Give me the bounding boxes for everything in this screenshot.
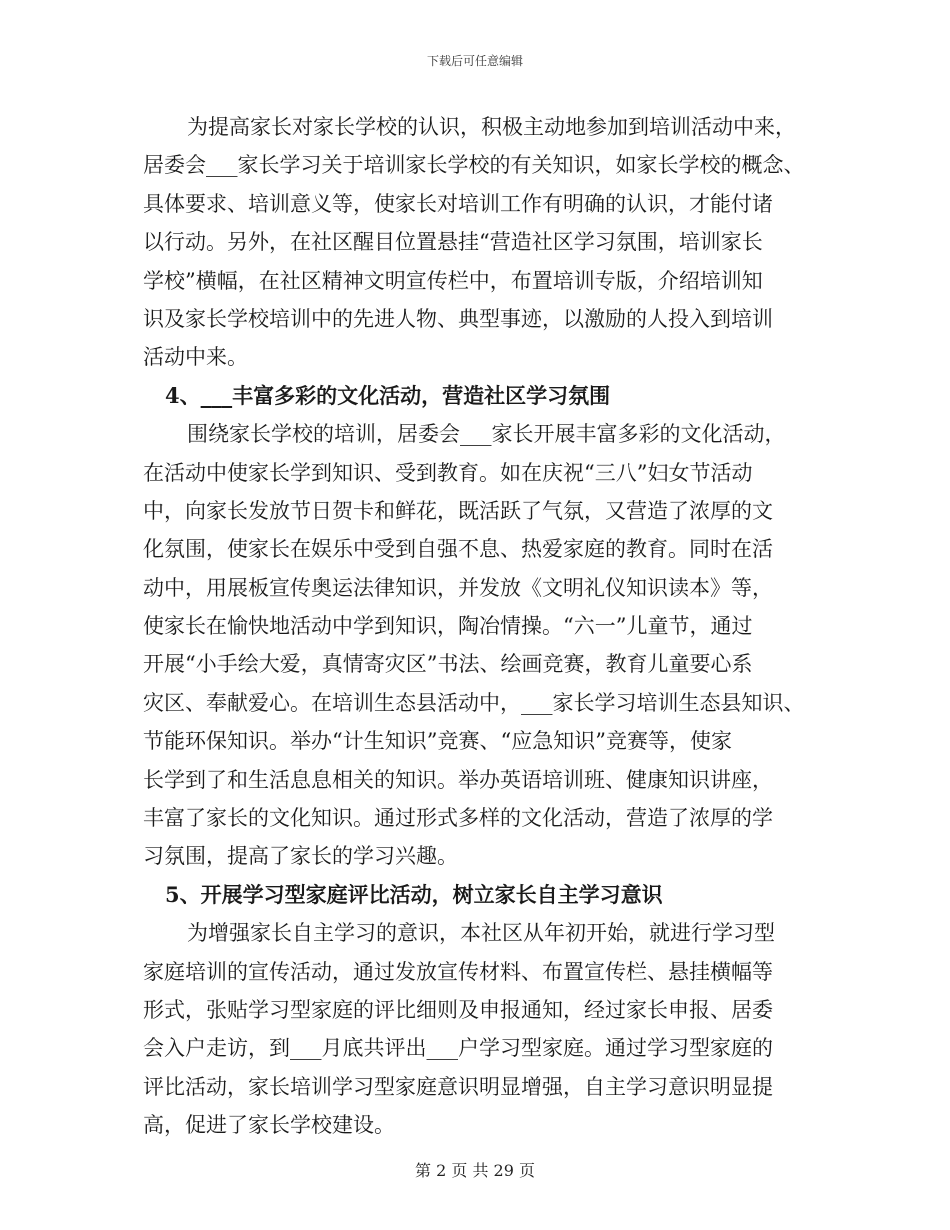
paragraph-line: 具体要求、培训意义等，使家长对培训工作有明确的认识，才能付诸: [143, 191, 773, 216]
paragraph-line: 动中，用展板宣传奥运法律知识，并发放《文明礼仪知识读本》等，: [143, 575, 773, 600]
page-header: 下载后可任意编辑: [426, 54, 523, 68]
paragraph-line: 开展“小手绘大爱，真情寄灾区”书法、绘画竞赛，教育儿童要心系: [143, 652, 753, 677]
paragraph-line: 高，促进了家长学校建设。: [143, 1113, 395, 1138]
section-heading: 5、开展学习型家庭评比活动，树立家长自主学习意识: [165, 881, 663, 907]
document-body: [143, 108, 828, 1145]
paragraph-line: 习氛围，提高了家长的学习兴趣。: [143, 844, 458, 869]
section-heading: 4、___丰富多彩的文化活动，营造社区学习氛围: [165, 382, 611, 408]
paragraph-line: 居委会___家长学习关于培训家长学校的有关知识，如家长学校的概念、: [143, 153, 805, 178]
paragraph-line: 在活动中使家长学到知识、受到教育。如在庆祝“三八”妇女节活动: [143, 460, 753, 485]
paragraph-line: 为增强家长自主学习的意识，本社区从年初开始，就进行学习型: [187, 921, 775, 946]
paragraph-line: 以行动。另外，在社区醒目位置悬挂“营造社区学习氛围，培训家长: [143, 230, 763, 255]
paragraph-line: 化氛围，使家长在娱乐中受到自强不息、热爱家庭的教育。同时在活: [143, 537, 773, 562]
paragraph-line: 为提高家长对家长学校的认识，积极主动地参加到培训活动中来，: [187, 115, 796, 139]
paragraph-line: 评比活动，家长培训学习型家庭意识明显增强，自主学习意识明显提: [143, 1074, 773, 1099]
paragraph-line: 识及家长学校培训中的先进人物、典型事迹，以激励的人投入到培训: [143, 306, 773, 331]
paragraph-line: 形式，张贴学习型家庭的评比细则及申报通知，经过家长申报、居委: [143, 997, 773, 1022]
paragraph-line: 围绕家长学校的培训，居委会___家长开展丰富多彩的文化活动，: [187, 422, 786, 447]
paragraph-line: 家庭培训的宣传活动，通过发放宣传材料、布置宣传栏、悬挂横幅等: [143, 959, 773, 984]
paragraph-line: 活动中来。: [143, 345, 248, 370]
paragraph-line: 灾区、奉献爱心。在培训生态县活动中，___家长学习培训生态县知识、: [143, 690, 805, 715]
paragraph-line: 节能环保知识。举办“计生知识”竞赛、“应急知识”竞赛等，使家: [143, 729, 732, 754]
paragraph-line: 中，向家长发放节日贺卡和鲜花，既活跃了气氛，又营造了浓厚的文: [143, 498, 773, 523]
page-footer: 第 2 页 共 29 页: [415, 1161, 535, 1180]
paragraph-line: 使家长在愉快地活动中学到知识，陶冶情操。“六一”儿童节，通过: [143, 614, 753, 639]
paragraph-line: 丰富了家长的文化知识。通过形式多样的文化活动，营造了浓厚的学: [143, 806, 773, 831]
paragraph-line: 长学到了和生活息息相关的知识。举办英语培训班、健康知识讲座，: [143, 767, 773, 792]
paragraph-line: 会入户走访，到___月底共评出___户学习型家庭。通过学习型家庭的: [143, 1036, 773, 1061]
paragraph-line: 学校”横幅，在社区精神文明宣传栏中，布置培训专版，介绍培训知: [143, 268, 763, 293]
